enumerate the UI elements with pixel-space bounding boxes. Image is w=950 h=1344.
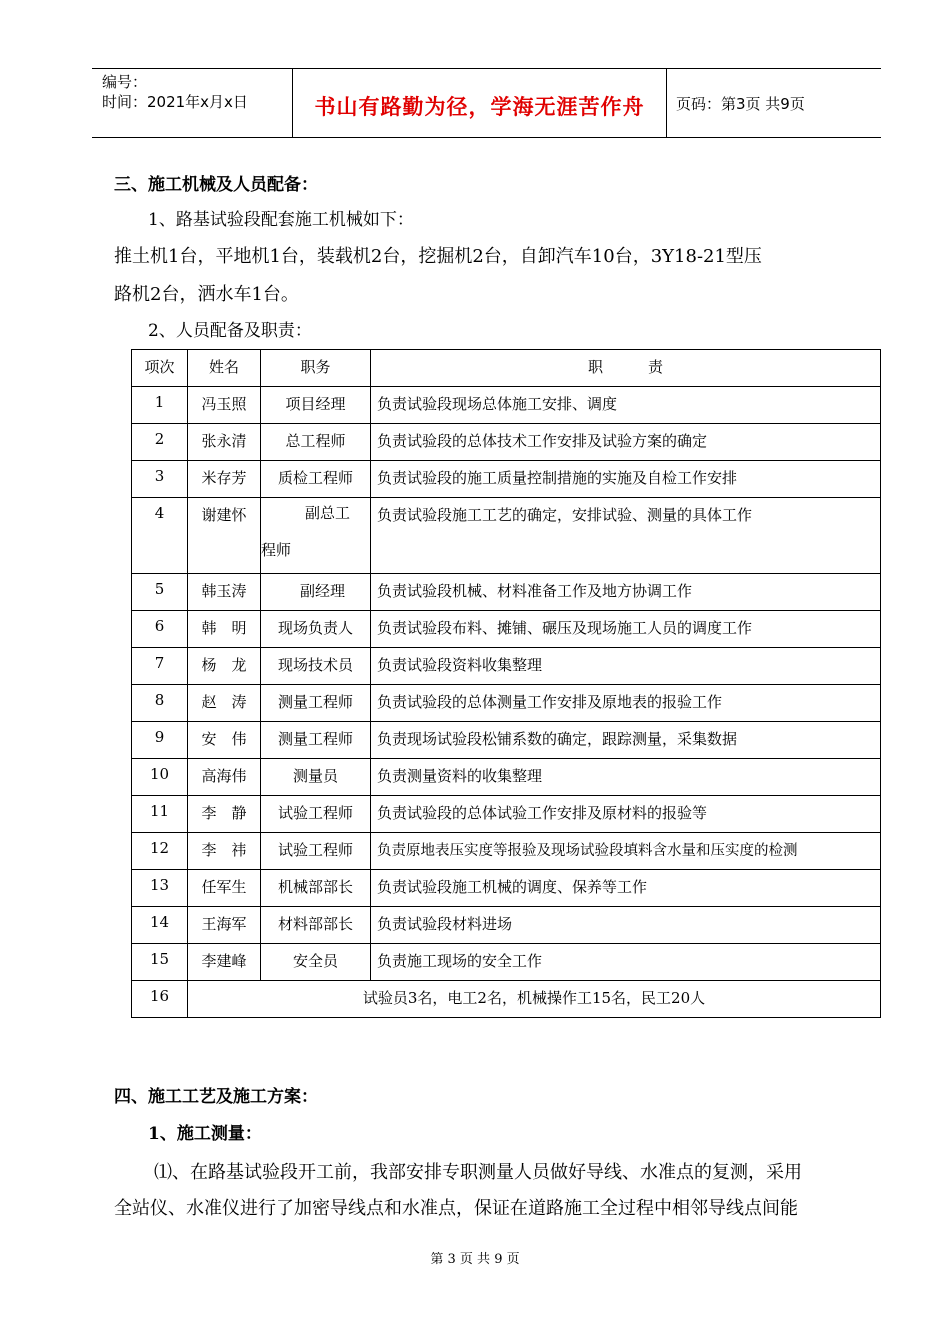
row-title: 材料部部长 [261,907,371,944]
row-no: 12 [132,833,188,870]
table-row [132,944,881,981]
row-title: 现场负责人 [261,611,371,648]
row-title: 现场技术员 [261,648,371,685]
row-title: 安全员 [261,944,371,981]
table-row [132,833,881,870]
section3-sub2: 2、人员配备及职责： [148,321,312,341]
table-header-row [132,350,881,387]
header-name: 姓名 [188,350,261,387]
row-duty: 负责试验段施工机械的调度、保养等工作 [371,870,881,907]
row-no: 13 [132,870,188,907]
document-number-label: 编号： [102,73,148,91]
row-name: 李 祎 [188,833,261,870]
row-name: 李 静 [188,796,261,833]
section4-sub1: 1、施工测量： [148,1124,262,1144]
row-name: 谢建怀 [188,498,261,574]
row-no: 14 [132,907,188,944]
row-title: 试验工程师 [261,796,371,833]
row-title-text: 副总工程师 [261,504,351,559]
row-duty: 负责试验段现场总体施工安排、调度 [371,387,881,424]
row-no: 2 [132,424,188,461]
table-row [132,907,881,944]
row-no: 5 [132,574,188,611]
table-row [132,498,881,574]
row-name: 冯玉照 [188,387,261,424]
row-name: 杨 龙 [188,648,261,685]
header-duty: 职 责 [371,350,881,387]
row-title [261,498,371,574]
header-page-cell [666,69,881,137]
row-name: 高海伟 [188,759,261,796]
row-no: 7 [132,648,188,685]
row-name: 米存芳 [188,461,261,498]
row-name: 韩 明 [188,611,261,648]
row-name: 张永清 [188,424,261,461]
row-duty: 负责试验段施工工艺的确定，安排试验、测量的具体工作 [371,498,881,574]
table-row [132,611,881,648]
table-row [132,870,881,907]
section3-heading: 三、施工机械及人员配备： [114,175,318,195]
page-footer: 第 3 页 共 9 页 [430,1252,520,1267]
row-name: 李建峰 [188,944,261,981]
row-no: 6 [132,611,188,648]
table-row-summary [132,981,881,1018]
table-row [132,461,881,498]
row-name: 赵 涛 [188,685,261,722]
section4-paragraph-line2: 全站仪、水准仪进行了加密导线点和水准点，保证在道路施工全过程中相邻导线点间能 [114,1198,798,1219]
header-motto: 书山有路勤为径，学海无涯苦作舟 [314,94,645,119]
row-no: 8 [132,685,188,722]
header-motto-cell [292,69,667,137]
header-no: 项次 [132,350,188,387]
header-title: 职务 [261,350,371,387]
row-duty: 负责试验段的施工质量控制措施的实施及自检工作安排 [371,461,881,498]
row-duty: 负责施工现场的安全工作 [371,944,881,981]
row-title: 测量工程师 [261,685,371,722]
row-duty: 负责试验段的总体测量工作安排及原地表的报验工作 [371,685,881,722]
row-title: 副经理 [261,574,371,611]
row-summary-text: 试验员3名，电工2名，机械操作工15名，民工20人 [188,981,881,1018]
row-name: 安 伟 [188,722,261,759]
table-row [132,387,881,424]
row-duty: 负责测量资料的收集整理 [371,759,881,796]
table-row [132,574,881,611]
section3-sub1: 1、路基试验段配套施工机械如下： [148,210,414,230]
row-duty: 负责试验段资料收集整理 [371,648,881,685]
row-no: 11 [132,796,188,833]
row-no: 10 [132,759,188,796]
row-title: 质检工程师 [261,461,371,498]
table-row [132,722,881,759]
row-no: 4 [132,498,188,574]
section4-heading: 四、施工工艺及施工方案： [114,1087,318,1107]
row-title: 机械部部长 [261,870,371,907]
row-no: 9 [132,722,188,759]
section3-paragraph-line1: 推土机1台，平地机1台，装载机2台，挖掘机2台，自卸汽车10台，3Y18-21型压 [114,246,762,267]
table-row [132,796,881,833]
row-duty: 负责试验段布料、摊铺、碾压及现场施工人员的调度工作 [371,611,881,648]
table-row [132,685,881,722]
document-time-label: 时间：2021年x月x日 [102,93,248,111]
row-no: 1 [132,387,188,424]
row-title: 项目经理 [261,387,371,424]
row-duty: 负责试验段的总体试验工作安排及原材料的报验等 [371,796,881,833]
row-no: 15 [132,944,188,981]
table-row [132,648,881,685]
staff-table [131,349,881,1018]
header-info-cell [92,69,292,137]
table-row [132,424,881,461]
row-title: 总工程师 [261,424,371,461]
row-duty: 负责原地表压实度等报验及现场试验段填料含水量和压实度的检测 [371,833,881,870]
section4-paragraph-line1: ⑴、在路基试验段开工前，我部安排专职测量人员做好导线、水准点的复测，采用 [154,1162,802,1183]
row-title: 测量工程师 [261,722,371,759]
row-duty: 负责试验段机械、材料准备工作及地方协调工作 [371,574,881,611]
row-name: 韩玉涛 [188,574,261,611]
row-name: 王海军 [188,907,261,944]
section3-paragraph-line2: 路机2台，洒水车1台。 [114,284,299,305]
row-duty: 负责现场试验段松铺系数的确定，跟踪测量，采集数据 [371,722,881,759]
row-name: 任军生 [188,870,261,907]
table-row [132,759,881,796]
page-header [92,68,881,138]
row-no: 16 [132,981,188,1018]
row-no: 3 [132,461,188,498]
row-duty: 负责试验段材料进场 [371,907,881,944]
row-duty: 负责试验段的总体技术工作安排及试验方案的确定 [371,424,881,461]
header-page-number: 页码：第3页 共9页 [676,95,805,113]
row-title: 试验工程师 [261,833,371,870]
row-title: 测量员 [261,759,371,796]
